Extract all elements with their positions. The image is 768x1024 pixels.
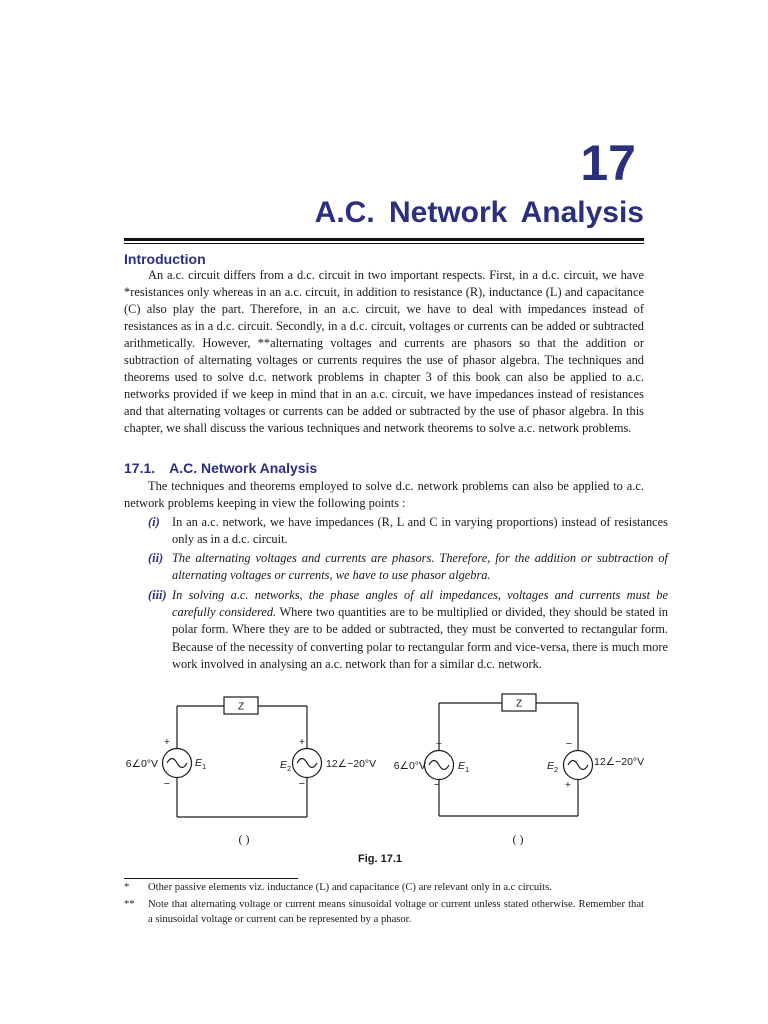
chapter-number: 17 bbox=[580, 135, 636, 191]
e2-name: $E_2$ bbox=[280, 759, 292, 773]
footnote-1 bbox=[124, 880, 644, 895]
point-iii bbox=[148, 587, 668, 673]
point-ii bbox=[148, 550, 668, 584]
footnote-marker: ** bbox=[124, 899, 135, 910]
chapter-title: A.C. Network Analysis bbox=[314, 196, 644, 229]
circuit-a-sublabel: ( ) bbox=[238, 832, 250, 846]
footnote-rule bbox=[124, 878, 298, 879]
point-marker: (iii) bbox=[148, 588, 167, 602]
point-text: In an a.c. network, we have impedances (R, L and C in varying proportions) instead of resistances only as in a d.c. circuit. bbox=[172, 515, 668, 547]
figure-caption: Fig. 17.1 bbox=[357, 853, 403, 865]
e1-value: 6∠0°V bbox=[393, 760, 426, 772]
e2-bottom-sign: − bbox=[298, 778, 306, 790]
introduction-heading: Introduction bbox=[124, 251, 206, 267]
e1-name: $E_1$ bbox=[458, 760, 470, 774]
impedance-label: Z bbox=[237, 701, 245, 713]
e2-value: 12∠−20°V bbox=[594, 756, 645, 768]
section-heading bbox=[124, 459, 317, 477]
section-number: 17.1. bbox=[124, 460, 156, 476]
circuit-diagram-a bbox=[110, 690, 400, 825]
circuit-b-sublabel: ( ) bbox=[512, 832, 524, 846]
e1-bottom-sign: − bbox=[433, 779, 441, 791]
section-title: A.C. Network Analysis bbox=[169, 460, 318, 476]
footnote-marker: * bbox=[124, 882, 130, 893]
e1-bottom-sign: − bbox=[163, 778, 171, 790]
point-text: The alternating voltages and currents are phasors. Therefore, for the addition or subtraction of alternating voltages or currents, we have to use phasor algebra. bbox=[172, 551, 668, 583]
e2-value: 12∠−20°V bbox=[326, 758, 377, 770]
title-rule bbox=[124, 238, 644, 244]
point-marker: (ii) bbox=[148, 551, 164, 565]
e2-bottom-sign: + bbox=[564, 779, 572, 791]
e1-value: 6∠0°V bbox=[125, 758, 158, 770]
e2-top-sign: + bbox=[298, 736, 306, 748]
point-text: Where two quantities are to be multiplied or divided, they should be stated in polar form. Where they are to be added or subtracted, they must be converted to rectangular form. Because of the necessity of converting polar to rectangular form and vice-versa, there is much more work involved in analysing an a.c. network than for a similar d.c. network. bbox=[172, 605, 668, 671]
circuit-diagram-b bbox=[380, 690, 670, 825]
point-marker: (i) bbox=[148, 515, 160, 529]
e1-top-sign: + bbox=[163, 736, 171, 748]
point-text-italic: In solving a.c. networks, the phase angles of all impedances, voltages and currents must be carefully considered. bbox=[172, 588, 668, 620]
footnote-text: Note that alternating voltage or current means sinusoidal voltage or current unless stated otherwise. Remember that a sinusoidal voltage or current can be represented by a phasor. bbox=[148, 899, 644, 925]
introduction-paragraph: An a.c. circuit differs from a d.c. circuit in two important respects. First, in a d.c. circuit, we have *resistances only whereas in an a.c. circuit, in addition to resistance (R), inductance (L) and capacitance (C) also play the part. Therefore, in an a.c. circuit, we have to deal with impedances instead of resistances as in a d.c. circuit. Secondly, in a d.c. circuit, voltages or currents can be added or subtracted arithmetically. However, **alternating voltages and currents are phasors so that the addition or subtraction of alternating voltages or currents requires the use of phasor algebra. The techniques and theorems used to solve d.c. network problems in chapter 3 of this book can also be applied to a.c. networks provided if we keep in mind that in an a.c. circuit, we have impedances instead of resistances and that alternating voltages or currents can be added or subtracted by the use of phasor algebra. In this chapter, we shall discuss the various techniques and network theorems to solve a.c. network problems. bbox=[124, 268, 644, 435]
e2-name: $E_2$ bbox=[547, 760, 559, 774]
section-paragraph: The techniques and theorems employed to solve d.c. network problems can also be applied to a.c. network problems keeping in view the following points : bbox=[124, 479, 644, 510]
e2-top-sign: − bbox=[565, 738, 573, 750]
footnote-text: Other passive elements viz. inductance (L) and capacitance (C) are relevant only in a.c circuits. bbox=[148, 882, 552, 893]
e1-name: $E_1$ bbox=[195, 757, 207, 771]
e1-top-sign: + bbox=[435, 738, 443, 750]
impedance-label: Z bbox=[515, 698, 523, 710]
point-i bbox=[148, 514, 668, 548]
footnote-2 bbox=[124, 897, 644, 927]
